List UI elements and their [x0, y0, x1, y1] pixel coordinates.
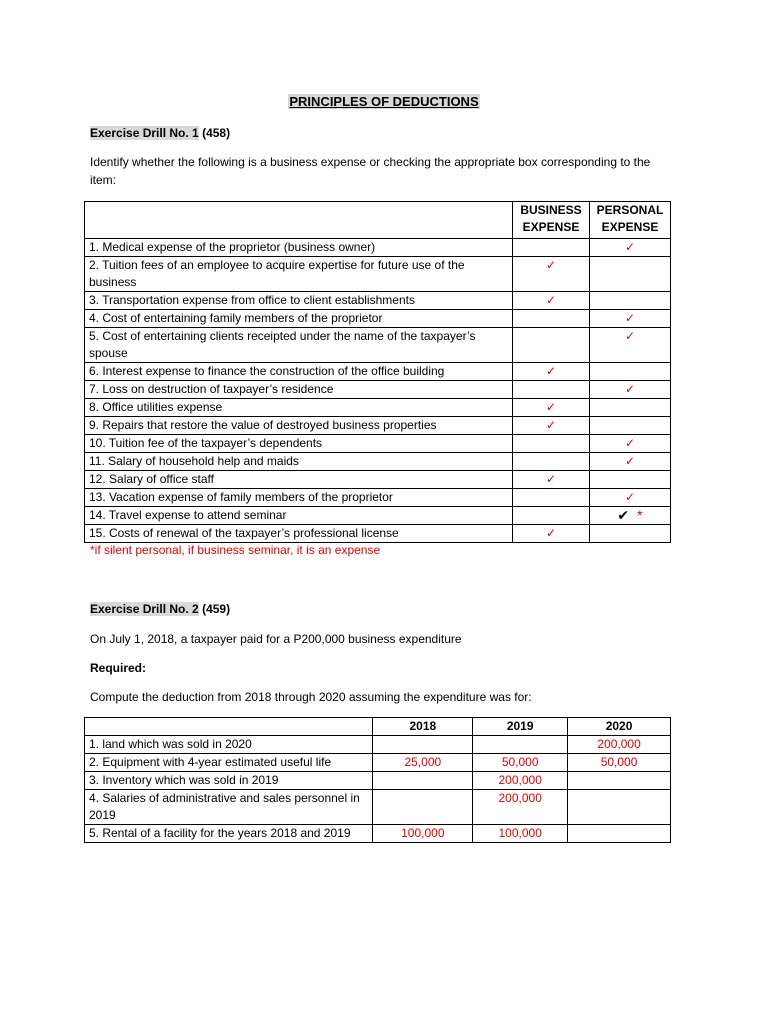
deduction-amount-2018 — [373, 736, 473, 754]
deduction-amount-2018 — [373, 790, 473, 825]
personal-check-cell: ✓ — [590, 453, 671, 471]
drill2-header-item — [85, 718, 373, 736]
item-description: 6. Interest expense to finance the construction of the office building — [85, 363, 513, 381]
item-description: 11. Salary of household help and maids — [85, 453, 513, 471]
drill1-header-row — [85, 202, 671, 239]
deduction-amount-2019: 200,000 — [473, 772, 568, 790]
personal-check-cell: ✓ — [590, 328, 671, 363]
table-row — [85, 381, 671, 399]
table-row — [85, 471, 671, 489]
note-star: * — [637, 507, 643, 523]
item-description: 5. Cost of entertaining clients receipted under the name of the taxpayer’s spouse — [85, 328, 513, 363]
table-row — [85, 328, 671, 363]
item-description: 3. Inventory which was sold in 2019 — [85, 772, 373, 790]
drill1-label: Exercise Drill No. 1 — [90, 126, 199, 140]
business-check-cell: ✓ — [513, 525, 590, 543]
deduction-amount-2018: 25,000 — [373, 754, 473, 772]
personal-check-cell: ✓ — [590, 489, 671, 507]
table-row — [85, 310, 671, 328]
business-check-cell: ✓ — [513, 257, 590, 292]
item-description: 1. land which was sold in 2020 — [85, 736, 373, 754]
personal-check-cell — [590, 417, 671, 435]
table-row — [85, 507, 671, 525]
drill2-header-year: 2018 — [373, 718, 473, 736]
personal-check-cell — [590, 257, 671, 292]
check-icon: ✔ — [617, 507, 630, 523]
table-row — [85, 825, 671, 843]
business-check-cell: ✓ — [513, 471, 590, 489]
item-description: 2. Tuition fees of an employee to acquire expertise for future use of the business — [85, 257, 513, 292]
drill1-header-personal: PERSONAL EXPENSE — [590, 202, 671, 239]
business-check-cell — [513, 489, 590, 507]
table-row — [85, 736, 671, 754]
drill1-header-business: BUSINESS EXPENSE — [513, 202, 590, 239]
deduction-amount-2020: 50,000 — [568, 754, 671, 772]
drill1-table-body — [85, 239, 671, 543]
item-description: 10. Tuition fee of the taxpayer’s dependents — [85, 435, 513, 453]
business-check-cell — [513, 507, 590, 525]
personal-check-cell: ✓ — [590, 310, 671, 328]
drill2-header-year: 2020 — [568, 718, 671, 736]
item-description: 4. Salaries of administrative and sales personnel in 2019 — [85, 790, 373, 825]
table-row — [85, 790, 671, 825]
business-check-cell — [513, 453, 590, 471]
item-description: 4. Cost of entertaining family members of the proprietor — [85, 310, 513, 328]
table-row — [85, 257, 671, 292]
deduction-amount-2019: 100,000 — [473, 825, 568, 843]
personal-check-cell: ✓ — [590, 435, 671, 453]
drill2-page-ref: (459) — [198, 602, 231, 616]
page-title: PRINCIPLES OF DEDUCTIONS — [289, 94, 479, 109]
business-check-cell — [513, 435, 590, 453]
deduction-amount-2019 — [473, 736, 568, 754]
item-description: 8. Office utilities expense — [85, 399, 513, 417]
table-row — [85, 239, 671, 257]
personal-check-cell — [590, 507, 671, 525]
item-description: 7. Loss on destruction of taxpayer’s residence — [85, 381, 513, 399]
personal-check-cell — [590, 525, 671, 543]
business-check-cell: ✓ — [513, 399, 590, 417]
table-row — [85, 417, 671, 435]
table-row — [85, 363, 671, 381]
table-row — [85, 399, 671, 417]
table-row — [85, 525, 671, 543]
business-check-cell: ✓ — [513, 292, 590, 310]
drill1-page-ref: (458) — [198, 126, 231, 140]
drill1-header-item — [85, 202, 513, 239]
personal-check-cell: ✓ — [590, 239, 671, 257]
drill1-table — [84, 201, 671, 543]
table-row — [85, 754, 671, 772]
drill2-instructions: Compute the deduction from 2018 through 2020 assuming the expenditure was for: — [90, 690, 532, 704]
business-check-cell — [513, 239, 590, 257]
personal-check-cell — [590, 292, 671, 310]
business-check-cell: ✓ — [513, 417, 590, 435]
business-check-cell: ✓ — [513, 363, 590, 381]
deduction-amount-2020: 200,000 — [568, 736, 671, 754]
item-description: 5. Rental of a facility for the years 2018 and 2019 — [85, 825, 373, 843]
drill2-table-body — [85, 736, 671, 843]
item-description: 13. Vacation expense of family members of the proprietor — [85, 489, 513, 507]
deduction-amount-2020 — [568, 825, 671, 843]
table-row — [85, 453, 671, 471]
drill1-heading — [90, 124, 680, 142]
drill2-table — [84, 717, 671, 843]
table-row — [85, 292, 671, 310]
drill2-intro: On July 1, 2018, a taxpayer paid for a P200,000 business expenditure — [90, 632, 462, 646]
item-description: 1. Medical expense of the proprietor (business owner) — [85, 239, 513, 257]
item-description: 3. Transportation expense from office to client establishments — [85, 292, 513, 310]
deduction-amount-2018: 100,000 — [373, 825, 473, 843]
drill2-header-year: 2019 — [473, 718, 568, 736]
deduction-amount-2020 — [568, 790, 671, 825]
personal-check-cell — [590, 471, 671, 489]
deduction-amount-2019: 200,000 — [473, 790, 568, 825]
deduction-amount-2020 — [568, 772, 671, 790]
deduction-amount-2019: 50,000 — [473, 754, 568, 772]
item-description: 12. Salary of office staff — [85, 471, 513, 489]
table-row — [85, 435, 671, 453]
table-row — [85, 772, 671, 790]
personal-check-cell: ✓ — [590, 381, 671, 399]
drill1-instructions: Identify whether the following is a business expense or checking the appropriate box corresponding to the item: — [90, 155, 651, 187]
item-description: 14. Travel expense to attend seminar — [85, 507, 513, 525]
drill2-header-row — [85, 718, 671, 736]
personal-check-cell — [590, 363, 671, 381]
deduction-amount-2018 — [373, 772, 473, 790]
drill2-heading — [90, 600, 680, 618]
item-description: 9. Repairs that restore the value of destroyed business properties — [85, 417, 513, 435]
drill1-note: *if silent personal, if business seminar, it is an expense — [90, 543, 381, 557]
business-check-cell — [513, 381, 590, 399]
personal-check-cell — [590, 399, 671, 417]
drill2-label: Exercise Drill No. 2 — [90, 602, 199, 616]
business-check-cell — [513, 310, 590, 328]
business-check-cell — [513, 328, 590, 363]
table-row — [85, 489, 671, 507]
item-description: 15. Costs of renewal of the taxpayer’s professional license — [85, 525, 513, 543]
item-description: 2. Equipment with 4-year estimated useful life — [85, 754, 373, 772]
drill2-required: Required: — [90, 661, 147, 675]
